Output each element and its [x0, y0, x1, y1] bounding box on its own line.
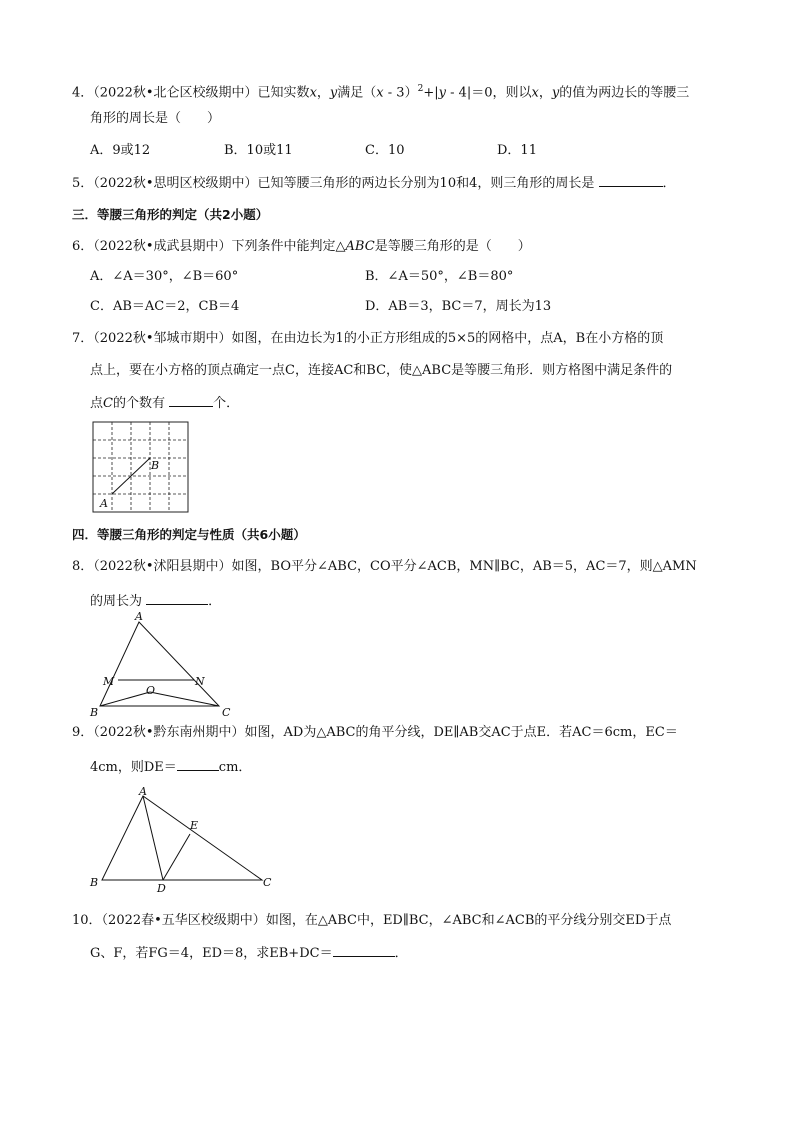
- q6-option-b[interactable]: B．∠A＝50°，∠B＝80°: [365, 269, 514, 284]
- q6-text: 下列条件中能判定△: [231, 239, 346, 254]
- q4-option-d[interactable]: D．11: [497, 143, 537, 158]
- q4-text: 已知实数: [257, 85, 310, 101]
- q10-text: 如图，在△ABC中，ED∥BC，∠ABC和∠ACB的平分线分别交ED于点: [265, 913, 672, 928]
- q4-number: 4．: [72, 85, 94, 101]
- q6-option-d[interactable]: D．AB＝3，BC＝7，周长为13: [365, 299, 552, 314]
- q6-number: 6．: [72, 239, 94, 254]
- q5-number: 5．: [72, 176, 94, 191]
- triangle-lines: [100, 622, 219, 706]
- comma: ，: [538, 85, 552, 101]
- label-a: A: [100, 497, 108, 510]
- q7-grid-figure: [90, 418, 194, 514]
- q10-line2: [90, 944, 408, 963]
- q9-answer-blank[interactable]: [177, 758, 219, 771]
- q8-triangle-figure: [86, 608, 236, 720]
- label-e: E: [190, 819, 199, 832]
- label-b: B: [151, 459, 160, 472]
- q6-text: 是等腰三角形的是（ ）: [374, 239, 531, 254]
- label-b: B: [90, 706, 99, 719]
- var-y: y: [438, 85, 446, 101]
- q4-eq: - 4|＝0，则以: [445, 85, 532, 101]
- q4-line2: 角形的周长是（ ）: [90, 111, 221, 126]
- q6-option-a[interactable]: A．∠A＝30°，∠B＝60°: [90, 269, 239, 284]
- q9-triangle-figure: [86, 784, 282, 894]
- section-3-heading: 三．等腰三角形的判定（共2小题）: [72, 207, 269, 222]
- q7-answer-blank[interactable]: [169, 394, 213, 407]
- q7-number: 7．: [72, 331, 94, 346]
- period: ．: [394, 946, 408, 961]
- q6-source: （2022秋•成武县期中）: [93, 239, 232, 254]
- q4-line1: [72, 80, 689, 102]
- q7-source: （2022秋•邹城市期中）: [93, 331, 232, 346]
- label-c: C: [222, 706, 231, 719]
- q7-text: 个．: [213, 396, 240, 411]
- q9-text: cm．: [218, 760, 252, 775]
- comma: ，: [316, 85, 330, 101]
- q9-line1: [72, 724, 678, 742]
- q5-text: 已知等腰三角形的两边长分别为10和4，则三角形的周长是: [257, 176, 595, 191]
- label-a: A: [139, 785, 147, 798]
- triangle-abc: ABC: [345, 239, 375, 254]
- exponent: 2: [417, 84, 424, 94]
- label-b: B: [90, 876, 99, 889]
- q9-text: 如图，AD为△ABC的角平分线，DE∥AB交AC于点E．若AC＝6cm，EC＝: [244, 725, 678, 740]
- q8-text: 的周长为: [90, 594, 143, 609]
- q4-text: 的值为两边长的等腰三: [559, 85, 690, 101]
- q8-answer-blank[interactable]: [146, 592, 208, 605]
- q7-text: 点: [90, 396, 104, 411]
- q8-line1: [72, 558, 697, 576]
- q4-option-b[interactable]: B．10或11: [224, 143, 293, 158]
- q10-text: G、F，若FG＝4，ED＝8，求EB+DC＝: [90, 946, 333, 961]
- q7-line2: 点上，要在小方格的顶点确定一点C，连接AC和BC，使△ABC是等腰三角形．则方格图中满足条件的: [90, 363, 673, 378]
- q9-text: 4cm，则DE＝: [90, 760, 177, 775]
- q7-text: 的个数有: [112, 396, 165, 411]
- label-o: O: [146, 684, 156, 697]
- var-y: y: [551, 85, 560, 101]
- q6-line: [72, 238, 531, 256]
- triangle-lines: [102, 796, 262, 880]
- q8-text: 如图，BO平分∠ABC，CO平分∠ACB，MN∥BC，AB＝5，AC＝7，则△AMN: [231, 559, 697, 574]
- q10-source: （2022春•五华区校级期中）: [101, 913, 266, 928]
- q4-source: （2022秋•北仑区校级期中）: [93, 85, 258, 101]
- q4-option-a[interactable]: A．9或12: [90, 143, 151, 158]
- q4-option-c[interactable]: C．10: [365, 143, 405, 158]
- q7-text: 如图，在由边长为1的小正方形组成的5×5的网格中，点A，B在小方格的顶: [231, 331, 664, 346]
- var-y: y: [329, 85, 338, 101]
- q7-line3: [90, 394, 239, 413]
- q5-source: （2022秋•思明区校级期中）: [93, 176, 258, 191]
- section-4-heading: 四．等腰三角形的判定与性质（共6小题）: [72, 527, 306, 542]
- var-x: x: [531, 85, 539, 101]
- label-m: M: [103, 675, 115, 688]
- q8-source: （2022秋•沭阳县期中）: [93, 559, 232, 574]
- q9-source: （2022秋•黔东南州期中）: [93, 725, 245, 740]
- q7-line1: [72, 330, 663, 348]
- q9-line2: [90, 758, 251, 777]
- point-c: C: [103, 396, 113, 411]
- period: ．: [662, 176, 676, 191]
- q6-option-c[interactable]: C．AB＝AC＝2，CB＝4: [90, 299, 240, 314]
- var-x: x: [376, 85, 384, 101]
- period: ．: [208, 594, 222, 609]
- label-d: D: [157, 882, 166, 894]
- q10-answer-blank[interactable]: [333, 944, 395, 957]
- q10-number: 10．: [72, 913, 102, 928]
- q8-number: 8．: [72, 559, 94, 574]
- label-n: N: [195, 675, 205, 688]
- q4-eq: +|: [423, 85, 439, 101]
- label-a: A: [135, 610, 143, 623]
- q5-answer-blank[interactable]: [599, 174, 663, 187]
- q4-text: 满足（: [337, 85, 377, 101]
- var-x: x: [309, 85, 317, 101]
- q5-line: [72, 174, 676, 193]
- q4-eq: - 3）: [383, 85, 418, 101]
- q9-number: 9．: [72, 725, 94, 740]
- q10-line1: [72, 912, 671, 930]
- label-c: C: [263, 876, 272, 889]
